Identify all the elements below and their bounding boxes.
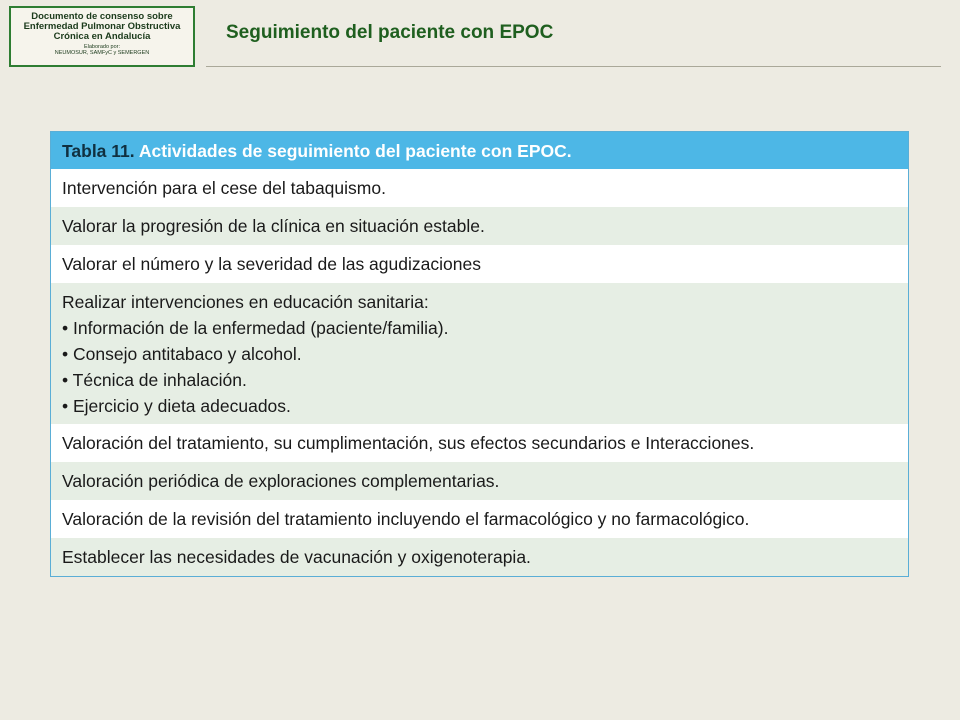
consensus-logo xyxy=(9,6,195,67)
table-header-row xyxy=(51,132,909,170)
table-row xyxy=(51,245,909,283)
table-caption xyxy=(51,132,909,170)
table-cell: Intervención para el cese del tabaquismo. xyxy=(51,169,909,207)
table-cell: Valoración periódica de exploraciones complementarias. xyxy=(51,462,909,500)
table-row xyxy=(51,424,909,462)
page-title: Seguimiento del paciente con EPOC xyxy=(226,22,554,43)
table-caption-label: Tabla 11. xyxy=(62,141,135,161)
table-cell: Valorar la progresión de la clínica en situación estable. xyxy=(51,207,909,245)
table-row xyxy=(51,500,909,538)
table-row xyxy=(51,207,909,245)
table-row xyxy=(51,169,909,207)
logo-line-1: Documento de consenso sobre xyxy=(31,11,173,22)
follow-up-table xyxy=(50,131,909,577)
table-row xyxy=(51,283,909,424)
table-cell: Establecer las necesidades de vacunación y oxigenoterapia. xyxy=(51,538,909,577)
header-divider xyxy=(206,66,941,67)
table-cell: Valoración del tratamiento, su cumplimentación, sus efectos secundarios e Interacciones. xyxy=(51,424,909,462)
logo-line-4: Elaborado por: xyxy=(83,44,121,50)
logo-line-2: Enfermedad Pulmonar Obstructiva xyxy=(23,21,181,32)
table-row xyxy=(51,462,909,500)
logo-line-5: NEUMOSUR, SAMFyC y SEMERGEN xyxy=(54,50,150,56)
table-cell: Valoración de la revisión del tratamiento incluyendo el farmacológico y no farmacológico. xyxy=(51,500,909,538)
table-caption-text: Actividades de seguimiento del paciente con EPOC. xyxy=(134,141,572,161)
table-cell: Realizar intervenciones en educación sanitaria: • Información de la enfermedad (paciente/familia). • Consejo antitabaco y alcohol. • Técnica de inhalación. • Ejercicio y dieta adecuados. xyxy=(51,283,909,424)
table-row xyxy=(51,538,909,577)
table-cell: Valorar el número y la severidad de las agudizaciones xyxy=(51,245,909,283)
logo-line-3: Crónica en Andalucía xyxy=(53,31,151,42)
